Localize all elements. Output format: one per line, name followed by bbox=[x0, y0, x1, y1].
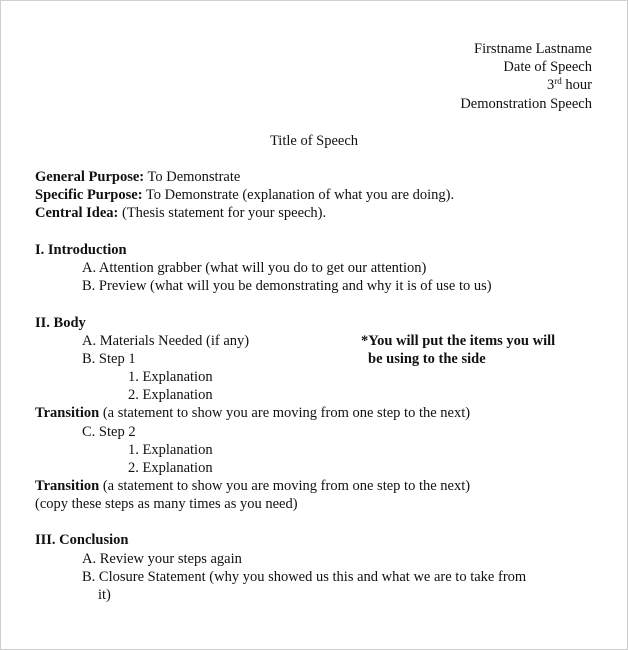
student-name: Firstname Lastname bbox=[474, 41, 592, 57]
transition-1-text: (a statement to show you are moving from one step to the next) bbox=[99, 405, 471, 421]
body-step-1: B. Step 1 bbox=[82, 351, 136, 367]
specific-purpose bbox=[35, 186, 454, 204]
side-note-line-1: *You will put the items you will bbox=[361, 333, 556, 349]
side-note-line-2: be using to the side bbox=[368, 351, 486, 367]
body-heading: II. Body bbox=[35, 315, 86, 331]
conclusion-item-b-line-1: B. Closure Statement (why you showed us this and what we are to take from bbox=[82, 569, 527, 585]
step-2-explanation-2: 2. Explanation bbox=[128, 460, 213, 476]
general-purpose bbox=[35, 168, 240, 186]
specific-purpose-text: To Demonstrate (explanation of what you are doing). bbox=[142, 187, 455, 203]
general-purpose-text: To Demonstrate bbox=[144, 169, 241, 185]
central-idea-label: Central Idea: bbox=[35, 205, 119, 221]
speech-type: Demonstration Speech bbox=[460, 96, 592, 112]
speech-date: Date of Speech bbox=[503, 59, 592, 75]
central-idea-text: (Thesis statement for your speech). bbox=[118, 205, 327, 221]
conclusion-heading: III. Conclusion bbox=[35, 532, 129, 548]
conclusion-item-b-line-2: it) bbox=[98, 587, 111, 603]
central-idea bbox=[35, 204, 326, 222]
class-hour-suffix: rd bbox=[554, 76, 562, 86]
step-1-explanation-1: 1. Explanation bbox=[128, 369, 213, 385]
copy-steps-note: (copy these steps as many times as you need) bbox=[35, 496, 298, 512]
conclusion-item-a: A. Review your steps again bbox=[82, 551, 242, 567]
body-step-2: C. Step 2 bbox=[82, 424, 136, 440]
step-2-explanation-1: 1. Explanation bbox=[128, 442, 213, 458]
transition-2-label: Transition bbox=[35, 478, 100, 494]
transition-1 bbox=[35, 404, 470, 422]
introduction-item-b: B. Preview (what will you be demonstrating and why it is of use to us) bbox=[82, 278, 492, 294]
specific-purpose-label: Specific Purpose: bbox=[35, 187, 143, 203]
class-hour-number: 3 bbox=[547, 77, 555, 93]
body-materials: A. Materials Needed (if any) bbox=[82, 333, 250, 349]
step-1-explanation-2: 2. Explanation bbox=[128, 387, 213, 403]
general-purpose-label: General Purpose: bbox=[35, 169, 145, 185]
introduction-item-a: A. Attention grabber (what will you do to get our attention) bbox=[82, 260, 427, 276]
speech-title: Title of Speech bbox=[269, 133, 359, 149]
transition-1-label: Transition bbox=[35, 405, 100, 421]
transition-2 bbox=[35, 477, 470, 495]
class-hour bbox=[547, 76, 592, 94]
transition-2-text: (a statement to show you are moving from one step to the next) bbox=[99, 478, 471, 494]
introduction-heading: I. Introduction bbox=[35, 242, 127, 258]
class-hour-word: hour bbox=[561, 77, 592, 93]
